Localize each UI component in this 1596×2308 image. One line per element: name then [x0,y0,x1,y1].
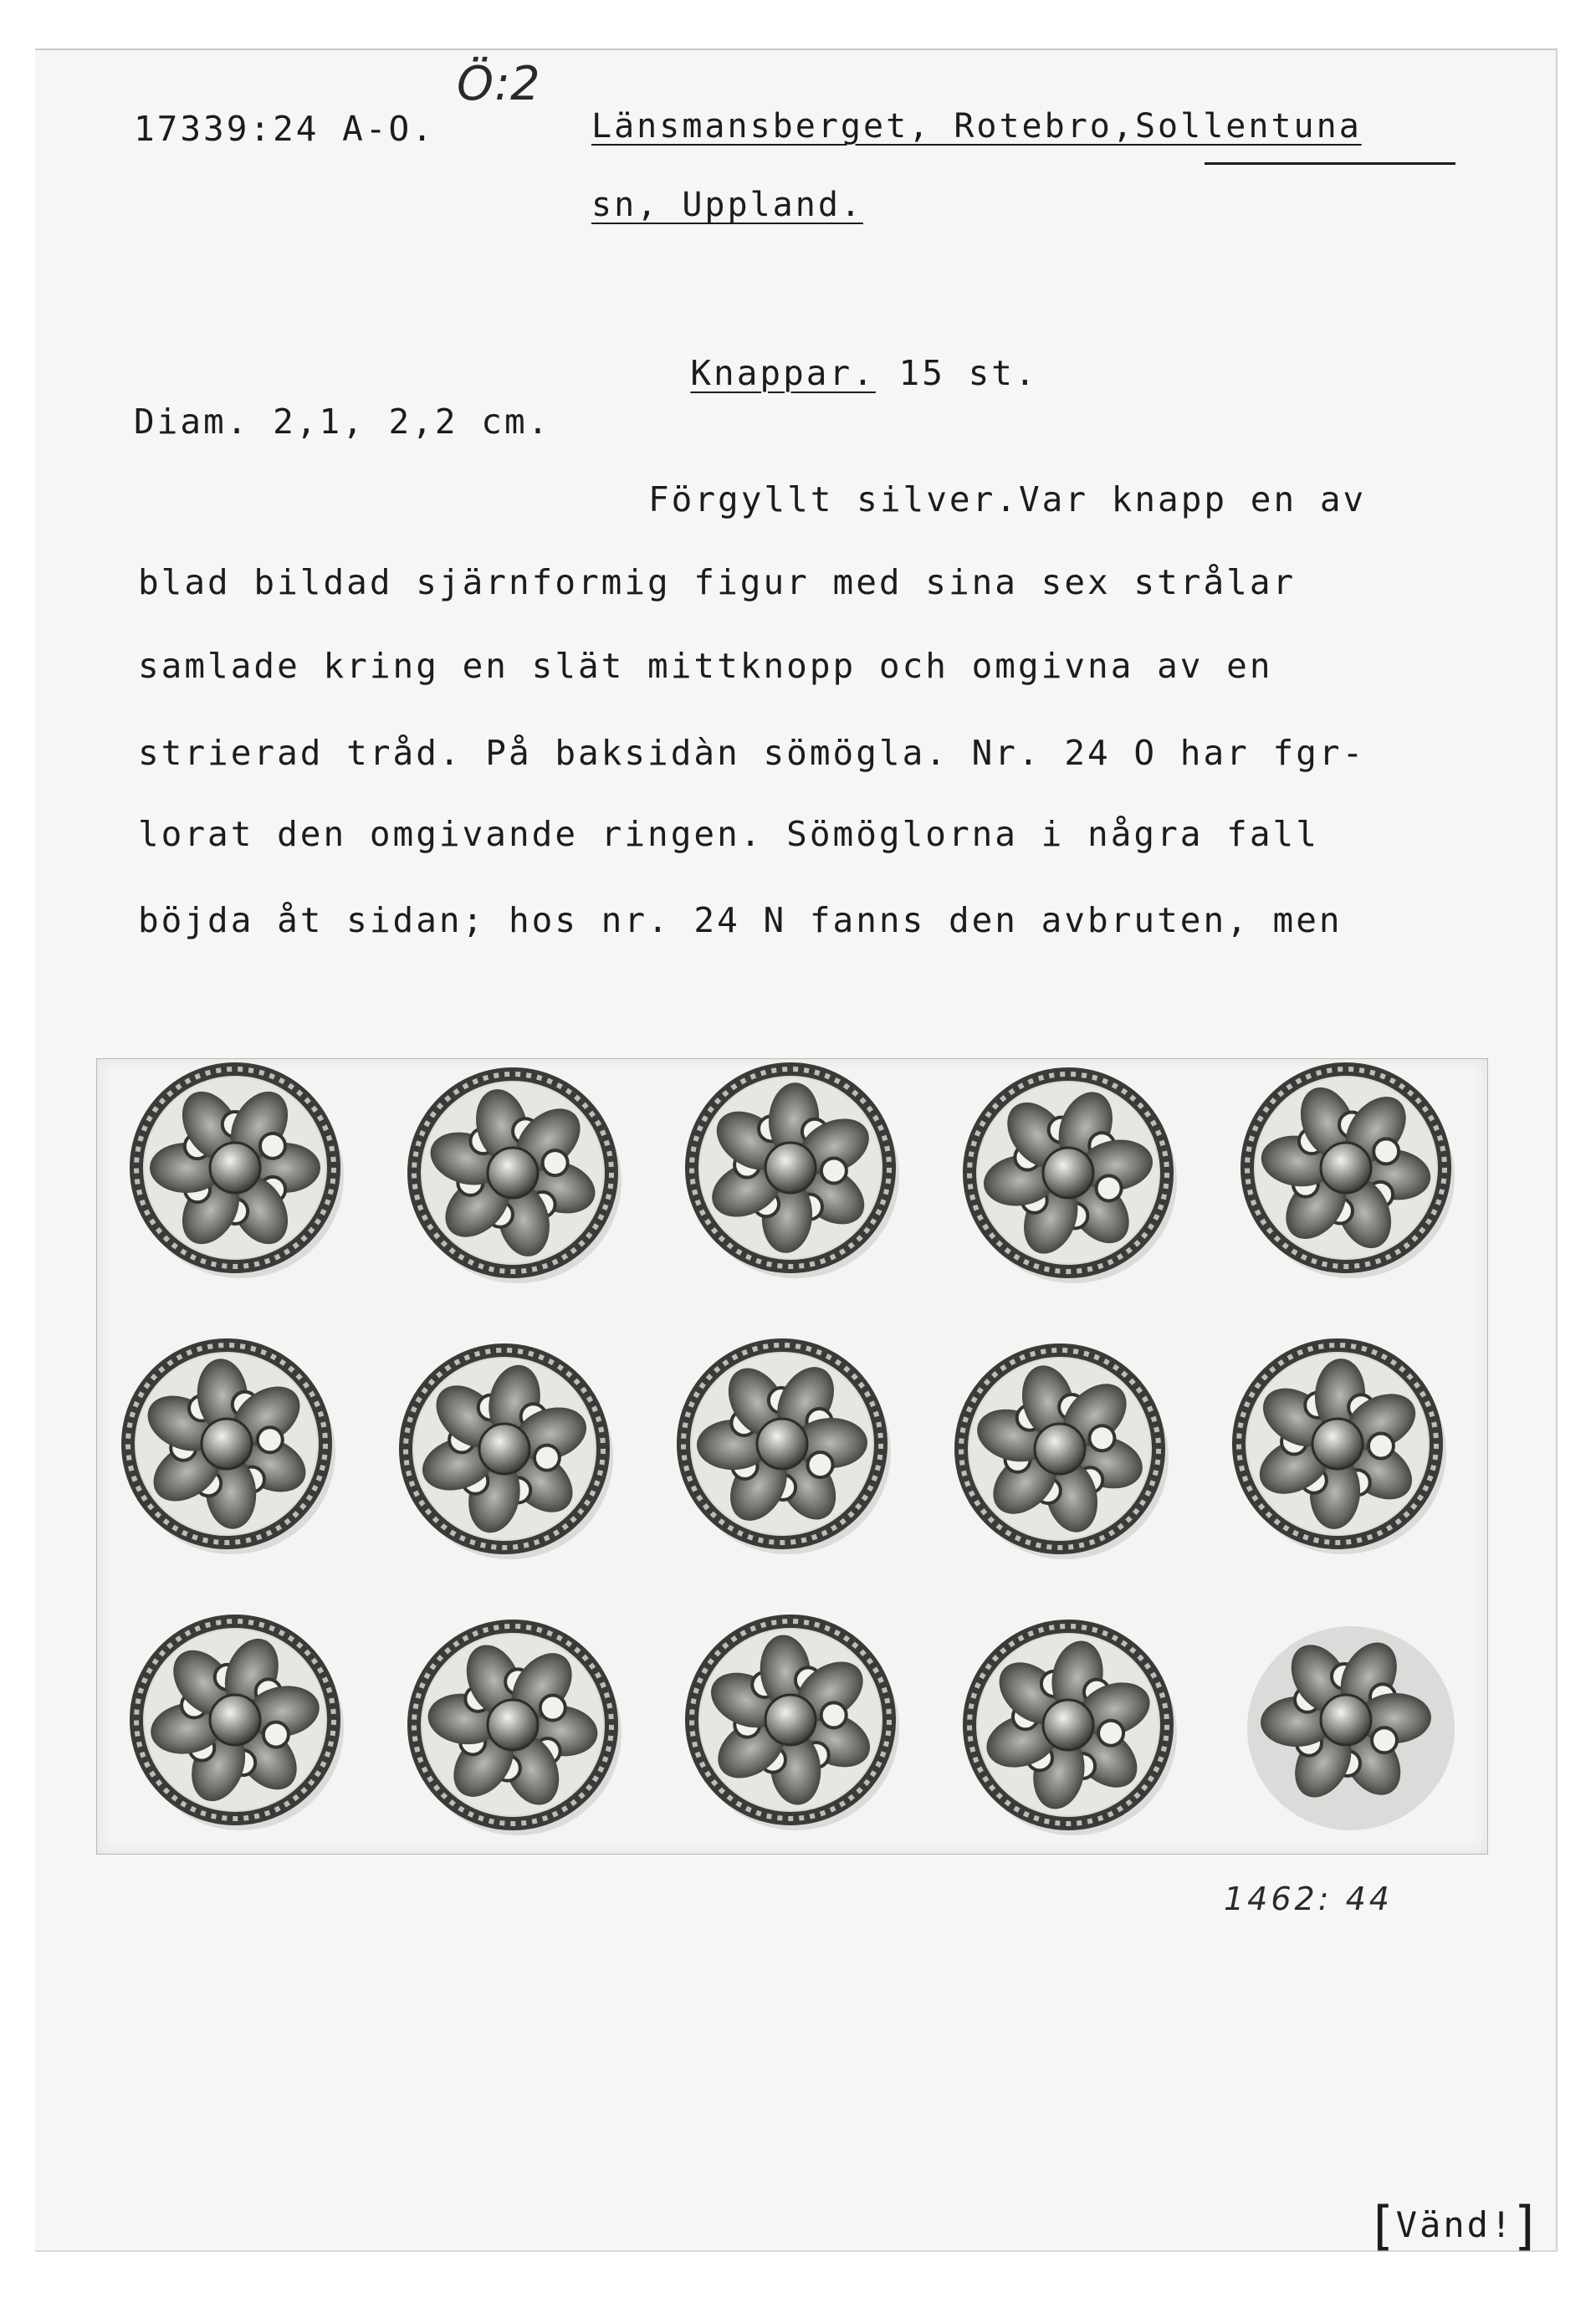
description-line-1: Förgyllt silver.Var knapp en av [648,479,1367,519]
turn-over-note [1326,2154,1537,2256]
filigree-button [1247,1069,1455,1278]
handwritten-class-mark: Ö:2 [457,57,540,111]
filigree-button [969,1074,1177,1283]
catalog-number: 17339:24 A-O. [134,109,435,149]
description-line-6: böjda åt sidan; hos nr. 24 N fanns den avbruten, men [138,900,1343,940]
left-bracket: [ [1373,2195,1396,2256]
description-line-4: strierad tråd. På baksidàn sömögla. Nr. 24 O har fgr- [138,733,1366,773]
filigree-button [692,1069,899,1278]
place-underline [1205,162,1455,165]
filigree-button [1239,1345,1446,1554]
place-line-2: sn, Uppland. [591,186,863,224]
photo-number: 1462: 44 [1224,1881,1393,1917]
object-count: 15 st. [898,353,1038,393]
filigree-button [1247,1626,1455,1830]
right-bracket: ] [1514,2195,1537,2256]
filigree-button [414,1074,622,1283]
place-line-1: Länsmansberget, Rotebro,Sollentuna [591,107,1362,146]
filigree-button [136,1069,344,1278]
description-line-3: samlade kring en slät mittknopp och omgivna av en [138,646,1273,686]
filigree-button [692,1621,899,1830]
object-heading [644,313,1038,393]
buttons-photograph [96,1058,1488,1855]
object-name: Knappar. [690,353,876,393]
filigree-button [961,1350,1169,1559]
description-line-5: lorat den omgivande ringen. Sömöglorna i några fall [138,814,1319,854]
description-line-2: blad bildad sjärnformig figur med sina sex strålar [138,562,1297,602]
turn-label: Vänd! [1395,2204,1515,2245]
filigree-button [406,1350,613,1559]
buttons-photo-image [97,1059,1487,1854]
filigree-button [683,1345,891,1554]
filigree-button [969,1626,1177,1835]
filigree-button [414,1626,622,1835]
filigree-button [128,1345,335,1554]
diameter-line: Diam. 2,1, 2,2 cm. [134,402,551,442]
filigree-button [136,1621,344,1830]
